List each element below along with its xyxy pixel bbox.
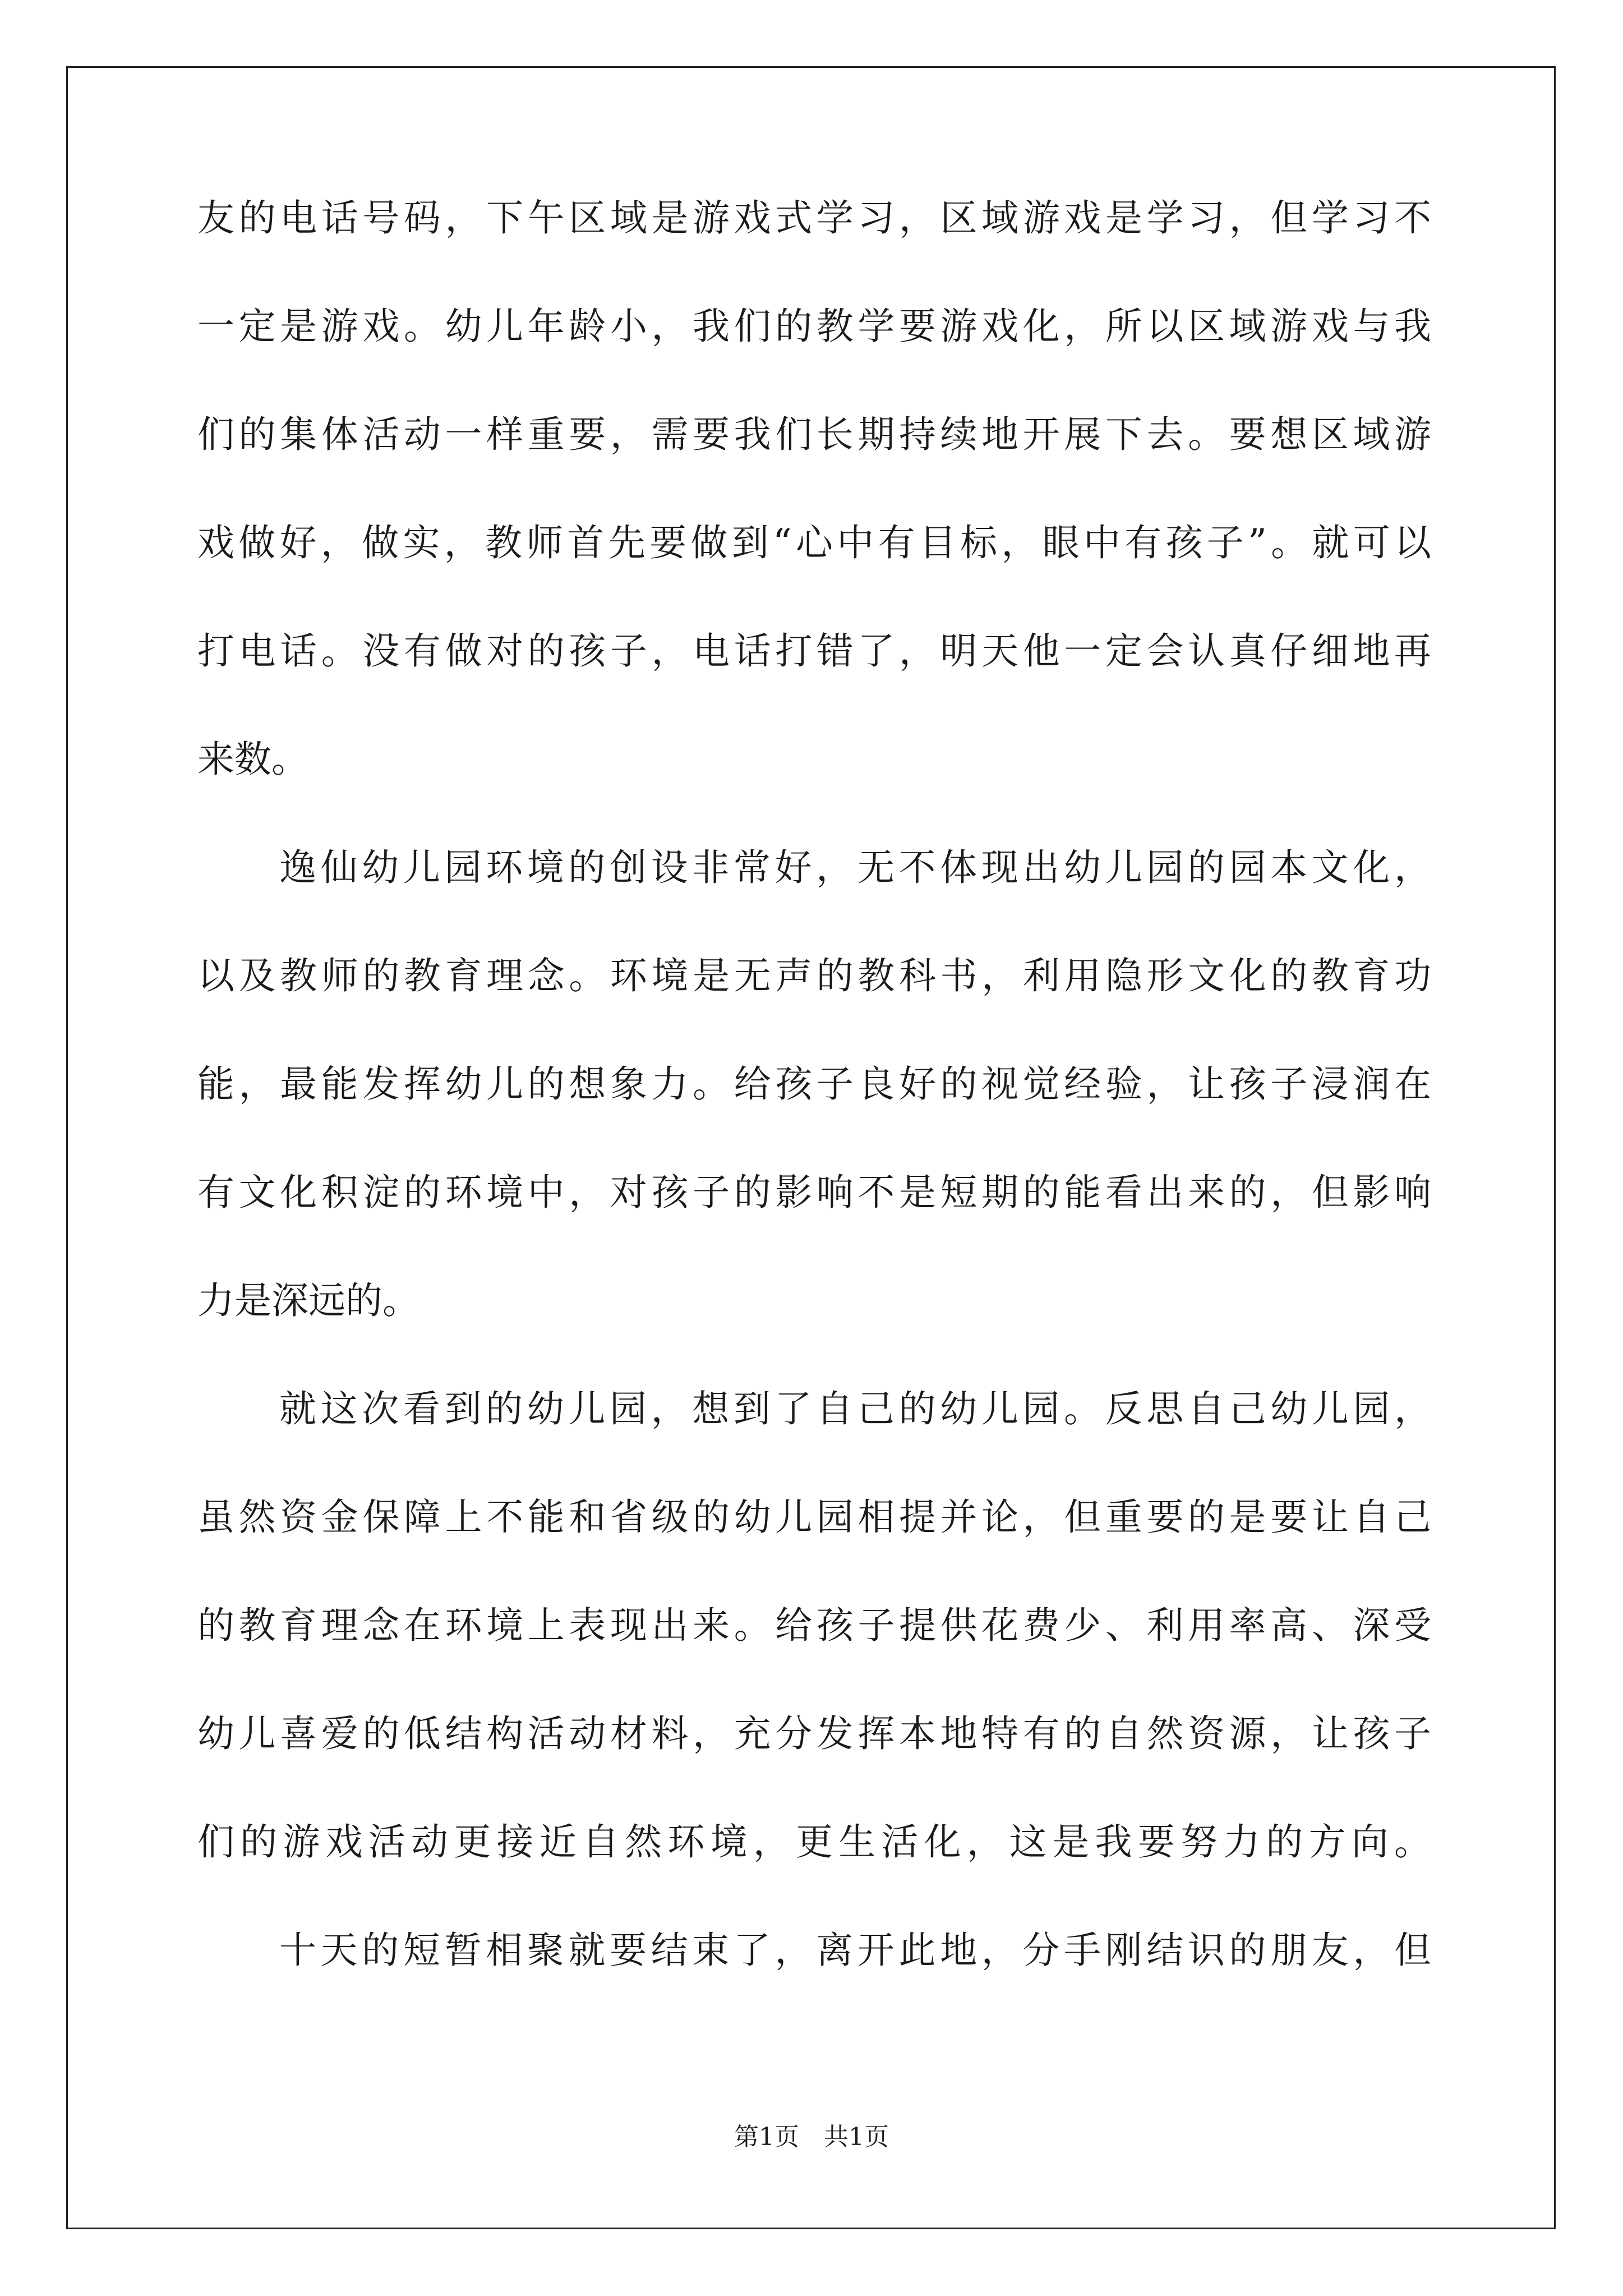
text-line-content: 能，最能发挥幼儿的想象力。给孩子良好的视觉经验，让孩子浸润在 bbox=[197, 1062, 1436, 1106]
text-line-content: 友的电话号码，下午区域是游戏式学习，区域游戏是学习，但学习不 bbox=[197, 196, 1436, 240]
text-line-content: 打电话。没有做对的孩子，电话打错了，明天他一定会认真仔细地再 bbox=[197, 629, 1436, 673]
text-line bbox=[197, 1706, 1436, 1761]
text-line bbox=[197, 949, 1436, 1003]
text-line bbox=[197, 1273, 1431, 1328]
text-line bbox=[197, 840, 1436, 895]
text-line bbox=[197, 624, 1436, 678]
text-line-content: 十天的短暂相聚就要结束了，离开此地，分手刚结识的朋友，但 bbox=[279, 1929, 1436, 1972]
text-line-content: 戏做好，做实，教师首先要做到“心中有目标，眼中有孩子”。就可以 bbox=[197, 521, 1436, 564]
text-line bbox=[197, 1815, 1437, 1869]
text-line-content: 幼儿喜爱的低结构活动材料，充分发挥本地特有的自然资源，让孩子 bbox=[197, 1712, 1436, 1755]
text-line bbox=[197, 191, 1436, 245]
text-line-content: 一定是游戏。幼儿年龄小，我们的教学要游戏化，所以区域游戏与我 bbox=[197, 305, 1436, 348]
text-line bbox=[197, 299, 1436, 353]
text-line-content: 来数。 bbox=[197, 738, 308, 781]
text-line bbox=[197, 1057, 1436, 1111]
text-line-content: 虽然资金保障上不能和省级的幼儿园相提并论，但重要的是要让自己 bbox=[197, 1496, 1436, 1539]
text-line bbox=[197, 1490, 1436, 1544]
text-line-content: 的教育理念在环境上表现出来。给孩子提供花费少、利用率高、深受 bbox=[197, 1604, 1436, 1647]
text-line-content: 逸仙幼儿园环境的创设非常好，无不体现出幼儿园的园本文化， bbox=[279, 846, 1436, 889]
text-line-content: 有文化积淀的环境中，对孩子的影响不是短期的能看出来的，但影响 bbox=[197, 1171, 1436, 1214]
text-line bbox=[197, 1923, 1436, 1977]
text-line-content: 以及教师的教育理念。环境是无声的教科书，利用隐形文化的教育功 bbox=[197, 954, 1436, 997]
text-line-content: 就这次看到的幼儿园，想到了自己的幼儿园。反思自己幼儿园， bbox=[279, 1387, 1436, 1430]
text-line bbox=[197, 1165, 1436, 1220]
text-line-content: 们的游戏活动更接近自然环境，更生活化，这是我要努力的方向。 bbox=[197, 1820, 1437, 1864]
document-body bbox=[197, 191, 1437, 2031]
text-line bbox=[197, 1382, 1436, 1436]
text-line bbox=[197, 407, 1436, 462]
text-line bbox=[197, 1598, 1436, 1653]
text-line-content: 力是深远的。 bbox=[197, 1279, 419, 1322]
page-number-footer: 第1页 共1页 bbox=[734, 2123, 889, 2151]
text-line bbox=[197, 732, 1431, 786]
text-line bbox=[197, 516, 1436, 570]
text-line-content: 们的集体活动一样重要，需要我们长期持续地开展下去。要想区域游 bbox=[197, 413, 1436, 456]
